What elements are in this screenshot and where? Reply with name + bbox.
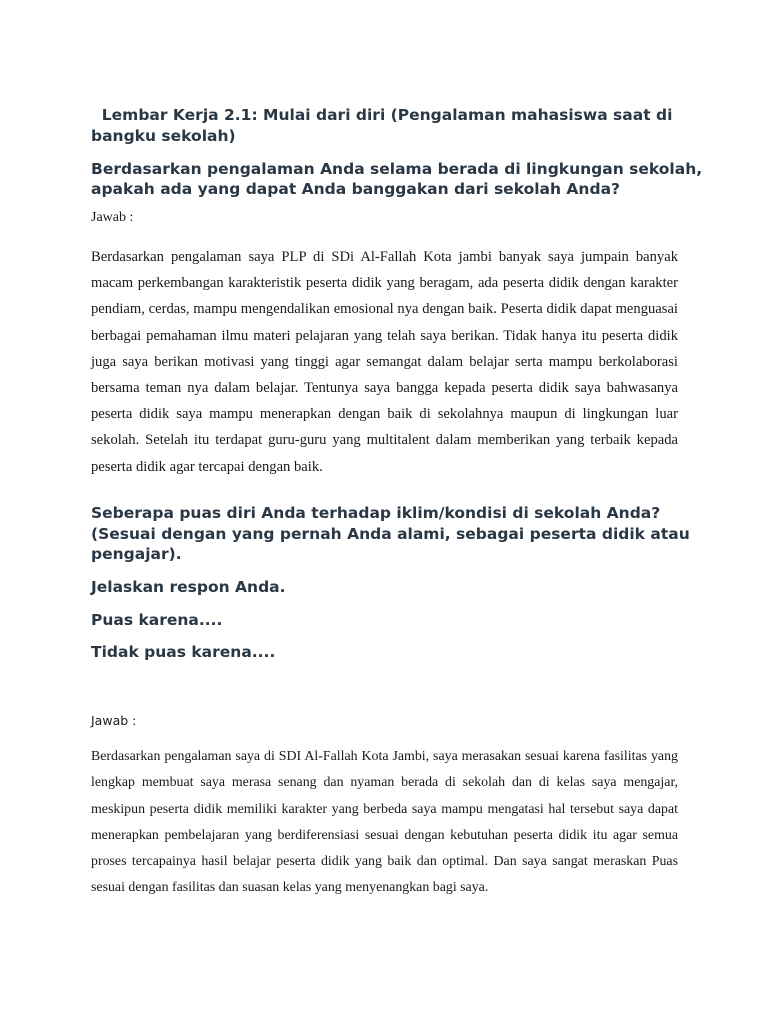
worksheet-title: Lembar Kerja 2.1: Mulai dari diri (Pengalaman mahasiswa saat di bangku sekolah) xyxy=(91,106,678,145)
prompt-satisfied-because: Puas karena.... xyxy=(91,611,223,629)
prompt-explain-response: Jelaskan respon Anda. xyxy=(91,578,286,596)
answer-2-label: Jawab : xyxy=(91,713,137,728)
question-2: Seberapa puas diri Anda terhadap iklim/kondisi di sekolah Anda? (Sesuai dengan yang pernah Anda alami, sebagai peserta didik atau pengajar). xyxy=(91,504,690,563)
question-1: Berdasarkan pengalaman Anda selama berada di lingkungan sekolah, apakah ada yang dapat Anda banggakan dari sekolah Anda? xyxy=(91,160,703,198)
answer-1-text: Berdasarkan pengalaman saya PLP di SDi Al-Fallah Kota jambi banyak saya jumpain banyak macam perkembangan karakteristik peserta didik yang beragam, ada peserta didik dengan karakter pendiam, cerdas, mampu mengendalikan emosional nya dengan baik. Peserta didik dapat menguasai berbagai pemahaman ilmu materi pelajaran yang telah saya berikan. Tidak hanya itu peserta didik juga saya berikan motivasi yang tinggi agar semangat dalam belajar serta mampu berkolaborasi bersama teman nya dalam belajar. Tentunya saya bangga kepada peserta didik saya bahwasanya peserta didik saya mampu menerapkan dengan baik di sekolahnya maupun di lingkungan luar sekolah. Setelah itu terdapat guru-guru yang multitalent dalam memberikan yang terbaik kepada peserta didik agar tercapai dengan baik. xyxy=(91,249,678,475)
answer-1-label: Jawab : xyxy=(91,210,134,225)
prompt-not-satisfied-because: Tidak puas karena.... xyxy=(91,643,276,661)
answer-2-text: Berdasarkan pengalaman saya di SDI Al-Fallah Kota Jambi, saya merasakan sesuai karena fasilitas yang lengkap membuat saya merasa senang dan nyaman berada di sekolah dan di kelas saya mengajar, meskipun peserta didik memiliki karakter yang berbeda saya mampu mengatasi hal tersebut saya dapat menerapkan pembelajaran yang berdiferensiasi sesuai dengan kebutuhan peserta didik itu agar semua proses tercapainya hasil belajar peserta didik yang baik dan optimal. Dan saya sangat meraskan Puas sesuai dengan fasilitas dan suasan kelas yang menyenangkan bagi saya. xyxy=(91,749,678,896)
